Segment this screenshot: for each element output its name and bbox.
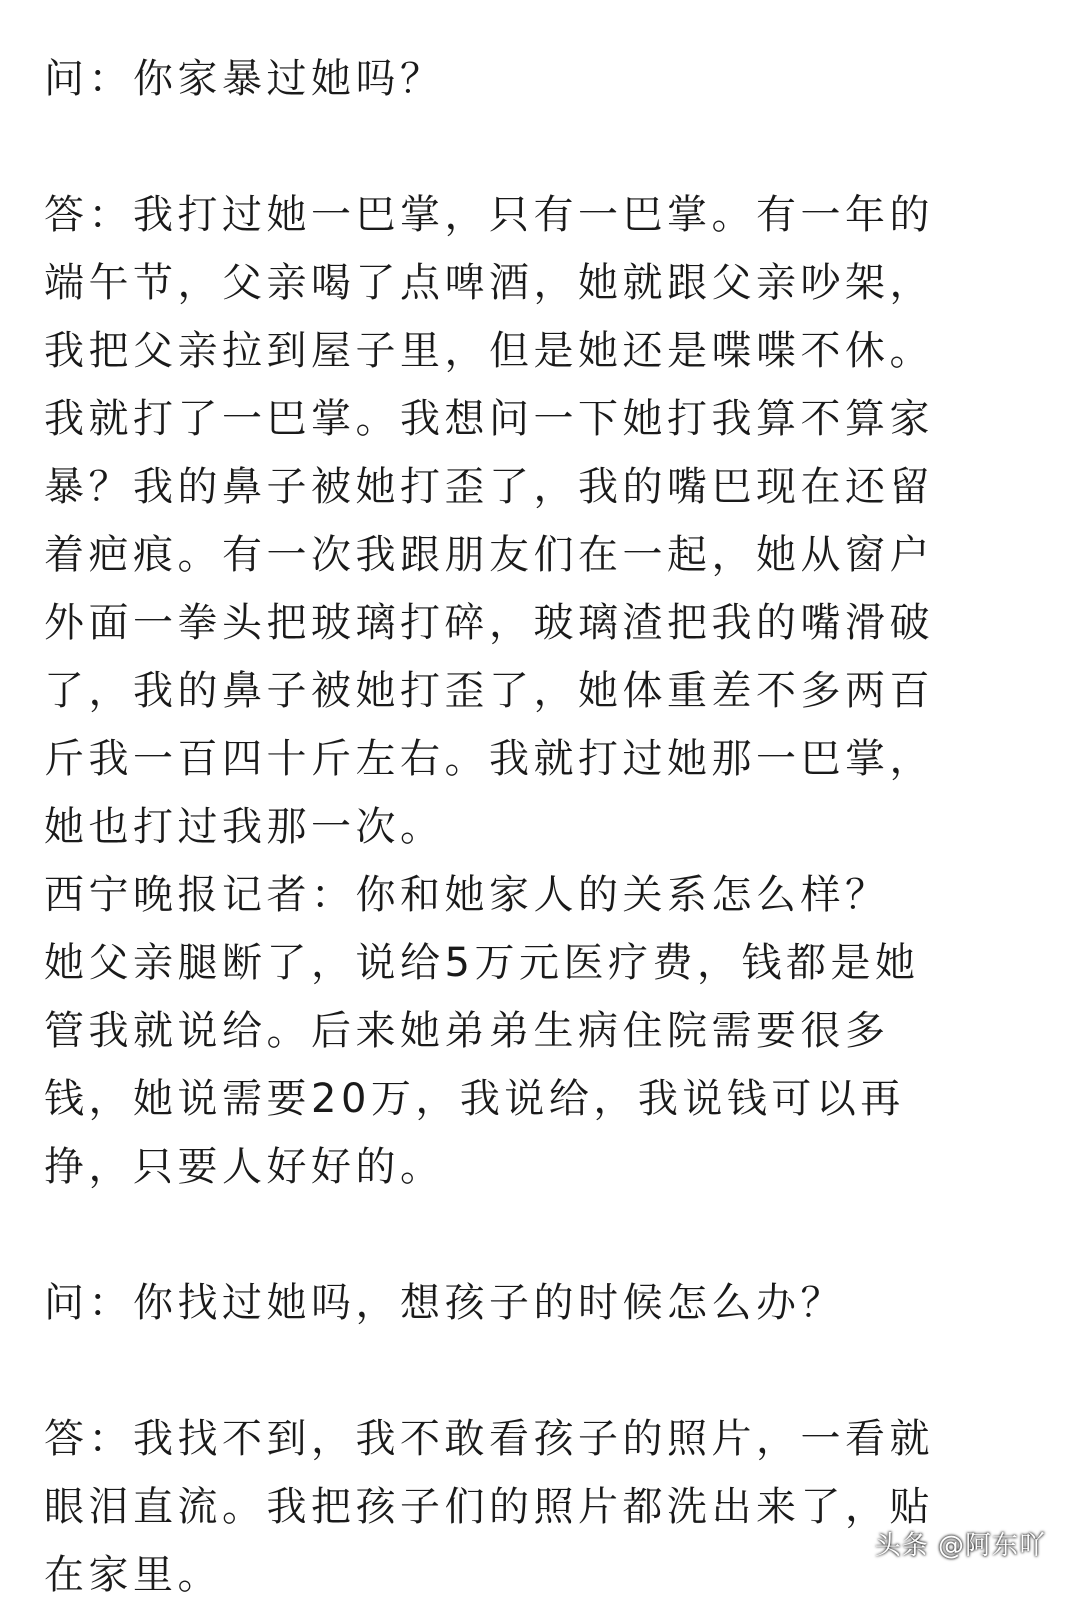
text-line: 答：我打过她一巴掌，只有一巴掌。有一年的 [44, 192, 934, 238]
text-line: 我把父亲拉到屋子里，但是她还是喋喋不休。 [44, 328, 934, 374]
text-line: 暴？我的鼻子被她打歪了，我的嘴巴现在还留 [44, 464, 934, 510]
text-line: 答：我找不到，我不敢看孩子的照片，一看就 [44, 1416, 934, 1462]
text-line: 问：你家暴过她吗？ [44, 56, 445, 102]
article-body [44, 0, 1044, 1609]
text-line: 着疤痕。有一次我跟朋友们在一起，她从窗户 [44, 532, 934, 578]
text-line: 了，我的鼻子被她打歪了，她体重差不多两百 [44, 668, 934, 714]
answer-2 [44, 1405, 1044, 1609]
text-line: 端午节，父亲喝了点啤酒，她就跟父亲吵架， [44, 260, 934, 306]
text-line: 西宁晚报记者：你和她家人的关系怎么样？ [44, 872, 890, 918]
answer-1 [44, 181, 1044, 1201]
text-line: 钱，她说需要20万，我说给，我说钱可以再 [44, 1076, 905, 1122]
text-line: 管我就说给。后来她弟弟生病住院需要很多 [44, 1008, 890, 1054]
text-line: 眼泪直流。我把孩子们的照片都洗出来了，贴 [44, 1484, 934, 1530]
question-2 [44, 1269, 1044, 1337]
text-line: 外面一拳头把玻璃打碎，玻璃渣把我的嘴滑破 [44, 600, 934, 646]
text-line: 我就打了一巴掌。我想问一下她打我算不算家 [44, 396, 934, 442]
text-line: 问：你找过她吗，想孩子的时候怎么办？ [44, 1280, 845, 1326]
text-line: 她父亲腿断了，说给5万元医疗费，钱都是她 [44, 940, 920, 986]
text-line: 斤我一百四十斤左右。我就打过她那一巴掌， [44, 736, 934, 782]
text-line: 她也打过我那一次。 [44, 804, 445, 850]
text-line: 挣，只要人好好的。 [44, 1144, 445, 1190]
question-1 [44, 45, 1044, 113]
text-line: 在家里。 [44, 1552, 222, 1598]
watermark: 头条 @阿东吖 [874, 1531, 1046, 1561]
